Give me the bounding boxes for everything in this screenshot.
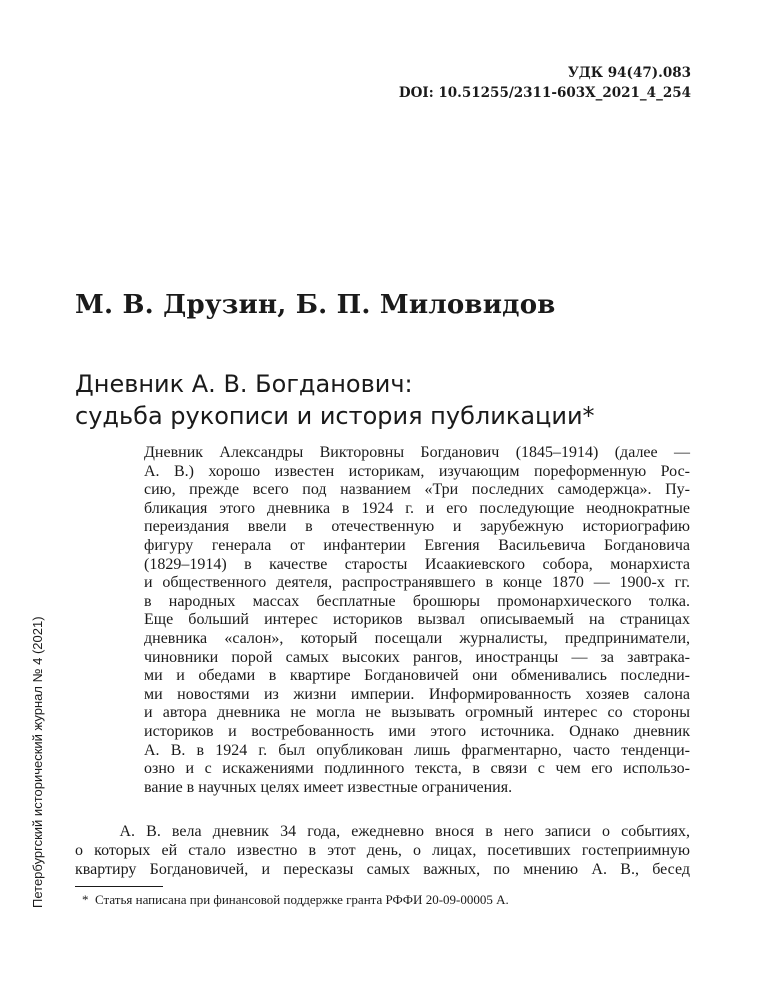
abstract-line: бликация этого дневника в 1924 г. и его последующие неоднократные <box>144 499 690 517</box>
abstract-line: и автора дневника не могла не вызывать огромный интерес со стороны <box>144 704 690 722</box>
journal-side-label: Петербургский исторический журнал № 4 (2021) <box>30 616 45 908</box>
title-line: Дневник А. В. Богданович: <box>75 370 413 398</box>
abstract-line: Дневник Александры Викторовны Богданович (1845–1914) (далее — <box>144 444 690 461</box>
footnote-divider <box>75 886 163 887</box>
abstract-line: историков и востребованность ими этого источника. Однако дневник <box>144 722 690 740</box>
abstract-line: (1829–1914) в качестве старосты Исаакиевского собора, монархиста <box>144 555 690 573</box>
body-line: А. В. вела дневник 34 года, ежедневно внося в него записи о событиях, <box>75 823 690 840</box>
abstract-line: А. В.) хорошо известен историкам, изучающим пореформенную Рос- <box>144 462 690 480</box>
abstract-line: вание в научных целях имеет известные ограничения. <box>144 778 513 796</box>
article-authors: М. В. Друзин, Б. П. Миловидов <box>75 290 556 320</box>
abstract-line: переиздания ввели в отечественную и зарубежную историографию <box>144 518 690 536</box>
abstract <box>144 444 690 797</box>
body-line: квартиру Богдановичей, и пересказы самых важных, по мнению А. В., бесед <box>75 861 690 878</box>
abstract-line: в народных массах бесплатные брошюры промонархического толка. <box>144 592 690 610</box>
article-metadata <box>399 63 691 103</box>
article-title <box>75 368 595 432</box>
body-paragraph <box>75 822 690 879</box>
abstract-line: Еще больший интерес историков вызвал описываемый на страницах <box>144 611 690 629</box>
abstract-line: дневника «салон», который посещали журналисты, предприниматели, <box>144 629 690 647</box>
udk-code: УДК 94(47).083 <box>567 65 691 81</box>
abstract-line: ми новостями из жизни империи. Информированность хозяев салона <box>144 685 690 703</box>
footnote: * Статья написана при финансовой поддержке гранта РФФИ 20-09-00005 А. <box>82 892 509 907</box>
abstract-line: озно и с искажениями подлинного текста, в связи с чем его использо- <box>144 760 690 778</box>
body-line: о которых ей стало известно в этот день, о лицах, посетивших гостеприимную <box>75 842 690 859</box>
abstract-line: ми и обедами в квартире Богдановичей они обменивались последни- <box>144 667 690 685</box>
abstract-line: фигуру генерала от инфантерии Евгения Васильевича Богдановича <box>144 536 690 554</box>
doi-code: DOI: 10.51255/2311-603X_2021_4_254 <box>398 85 691 101</box>
abstract-line: А. В. в 1924 г. был опубликован лишь фрагментарно, часто тенденци- <box>144 741 690 759</box>
abstract-line: чиновники порой самых высоких рангов, иностранцы — за завтрака- <box>144 648 690 666</box>
abstract-line: сию, прежде всего под названием «Три последних самодержца». Пу- <box>144 481 690 499</box>
title-line: судьба рукописи и история публикации* <box>75 402 595 430</box>
abstract-line: и общественного деятеля, распространявшего в конце 1870 — 1900-х гг. <box>144 574 690 592</box>
